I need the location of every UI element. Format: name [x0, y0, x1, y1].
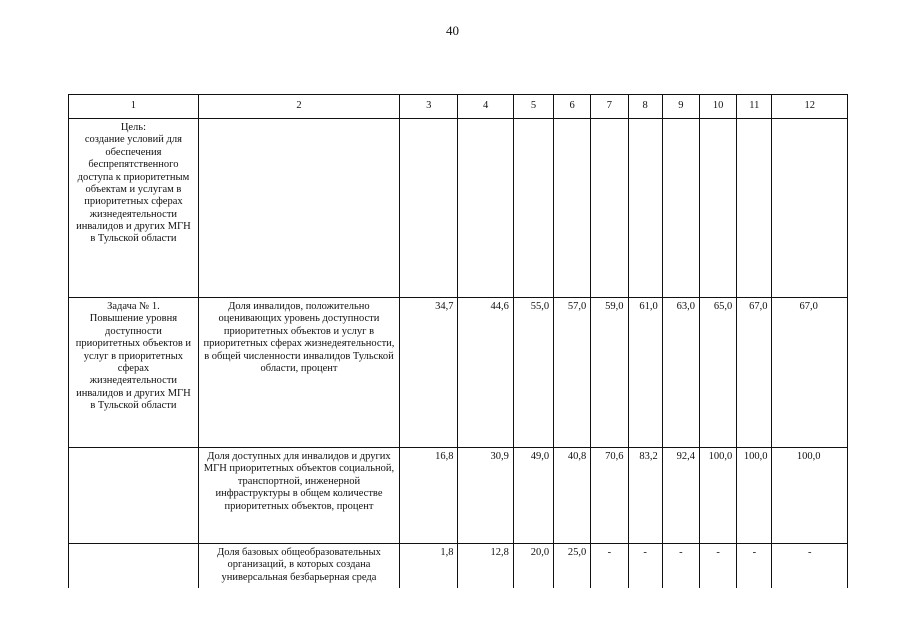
indicator-value: 40,8 — [554, 448, 591, 544]
indicator-value: - — [591, 544, 628, 589]
column-header: 2 — [198, 95, 399, 119]
indicator-value: 55,0 — [513, 298, 553, 448]
indicator-value: 83,2 — [628, 448, 662, 544]
indicator-value: - — [772, 544, 848, 589]
task-label — [69, 298, 199, 448]
task-text: Задача № 1. Повышение уровня доступности приоритетных объектов и услуг в приоритетных сферах жизнедеятельности инвалидов и других МГН в Тульской области — [75, 301, 192, 411]
indicator-row — [69, 544, 848, 589]
indicators-table — [68, 94, 848, 588]
column-header: 8 — [628, 95, 662, 119]
indicator-value: 25,0 — [554, 544, 591, 589]
column-header: 4 — [458, 95, 513, 119]
indicator-value: - — [628, 544, 662, 589]
indicator-name: Доля базовых общеобразовательных организаций, в которых создана универсальная безбарьерная среда — [198, 544, 399, 589]
column-header: 12 — [772, 95, 848, 119]
page-number: 40 — [446, 23, 459, 38]
indicator-value: 63,0 — [662, 298, 699, 448]
indicator-value: 49,0 — [513, 448, 553, 544]
column-header: 3 — [400, 95, 458, 119]
indicator-value: 1,8 — [400, 544, 458, 589]
indicator-value: 59,0 — [591, 298, 628, 448]
column-header: 7 — [591, 95, 628, 119]
goal-label — [69, 119, 199, 298]
indicator-value: 67,0 — [737, 298, 772, 448]
indicator-value: 34,7 — [400, 298, 458, 448]
column-header: 9 — [662, 95, 699, 119]
indicator-name: Доля инвалидов, положительно оценивающих уровень доступности приоритетных объектов и услуг в приоритетных сферах жизнедеятельности, в общей численности инвалидов Тульской области, процент — [198, 298, 399, 448]
indicator-value: 65,0 — [699, 298, 736, 448]
indicator-value: 92,4 — [662, 448, 699, 544]
indicator-value: 67,0 — [772, 298, 848, 448]
indicator-value: 20,0 — [513, 544, 553, 589]
column-header: 6 — [554, 95, 591, 119]
indicator-value: - — [699, 544, 736, 589]
indicator-value: 61,0 — [628, 298, 662, 448]
indicator-value: 100,0 — [737, 448, 772, 544]
indicator-value: 70,6 — [591, 448, 628, 544]
indicator-value: 57,0 — [554, 298, 591, 448]
indicator-value: - — [662, 544, 699, 589]
indicator-row — [69, 448, 848, 544]
indicator-value: 16,8 — [400, 448, 458, 544]
goal-row — [69, 119, 848, 298]
indicator-value: - — [737, 544, 772, 589]
indicator-value: 30,9 — [458, 448, 513, 544]
column-header: 5 — [513, 95, 553, 119]
indicator-value: 100,0 — [772, 448, 848, 544]
column-header: 1 — [69, 95, 199, 119]
column-header: 10 — [699, 95, 736, 119]
goal-text: Цель: создание условий для обеспечения беспрепятственного доступа к приоритетным объектам и услугам в приоритетных сферах жизнедеятельности инвалидов и других МГН в Тульской области — [76, 122, 191, 245]
column-header: 11 — [737, 95, 772, 119]
indicator-value: 100,0 — [699, 448, 736, 544]
indicator-name: Доля доступных для инвалидов и других МГН приоритетных объектов социальной, транспортной, инженерной инфраструктуры в общем количестве приоритетных объектов, процент — [198, 448, 399, 544]
indicator-value: 44,6 — [458, 298, 513, 448]
indicator-value: 12,8 — [458, 544, 513, 589]
task-row — [69, 298, 848, 448]
header-row — [69, 95, 848, 119]
